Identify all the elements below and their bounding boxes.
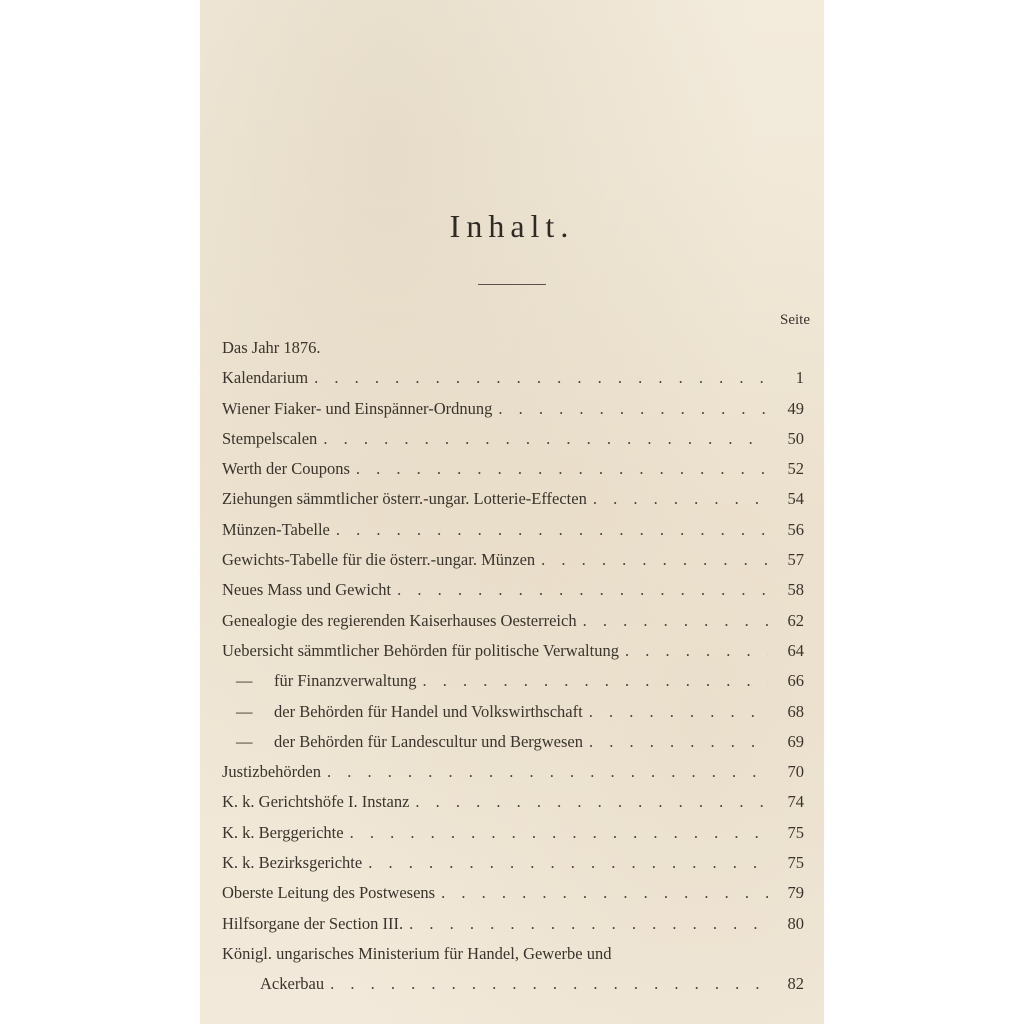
toc-entry-label: K. k. Bezirksgerichte bbox=[222, 853, 363, 873]
toc-entry-page: 74 bbox=[787, 792, 804, 812]
leader-dots bbox=[593, 489, 768, 509]
ditto-dash: — bbox=[236, 671, 253, 691]
toc-entry bbox=[222, 368, 804, 398]
leader-dots bbox=[498, 399, 768, 419]
leader-dots bbox=[441, 883, 768, 903]
toc-entry-page: 79 bbox=[787, 883, 804, 903]
toc-entry bbox=[222, 792, 804, 822]
toc-entry-page: 64 bbox=[787, 640, 804, 660]
toc-entry-label: K. k. Gerichtshöfe I. Instanz bbox=[222, 792, 410, 812]
title-rule bbox=[478, 284, 546, 285]
toc-entry bbox=[222, 762, 804, 792]
page-column-header: Seite bbox=[780, 312, 810, 328]
toc-entry-label: Ziehungen sämmtlicher österr.-ungar. Lotterie-Effecten bbox=[222, 489, 587, 509]
toc-entry-label: Kalendarium bbox=[222, 368, 309, 388]
toc-entry bbox=[222, 823, 804, 853]
toc-entry-page: 82 bbox=[787, 974, 804, 994]
toc-entry-page: 57 bbox=[787, 550, 804, 570]
toc-entry-page: 49 bbox=[787, 398, 804, 418]
leader-dots bbox=[368, 853, 768, 873]
toc-entry-page: 58 bbox=[787, 580, 804, 600]
toc-entry-label: Münzen-Tabelle bbox=[222, 519, 330, 539]
leader-dots bbox=[415, 792, 768, 812]
page-title: Inhalt. bbox=[449, 208, 575, 244]
toc-entry bbox=[222, 489, 804, 519]
toc-entry bbox=[222, 429, 804, 459]
toc-entry-page: 70 bbox=[787, 762, 804, 782]
toc-entry bbox=[222, 883, 804, 913]
toc-entry-label: — der Behörden für Landescultur und Bergwesen bbox=[236, 731, 583, 751]
toc-entry-label: Justizbehörden bbox=[222, 762, 321, 782]
toc-entry bbox=[222, 853, 804, 883]
toc-entry-label: Gewichts-Tabelle für die österr.-ungar. Münzen bbox=[222, 550, 536, 570]
toc-entry-page: 50 bbox=[787, 428, 804, 448]
toc-entry bbox=[222, 520, 804, 550]
table-of-contents bbox=[222, 338, 804, 1005]
leader-dots bbox=[350, 823, 768, 843]
toc-entry-page: 75 bbox=[787, 822, 804, 842]
leader-dots bbox=[409, 914, 768, 934]
toc-entry bbox=[222, 459, 804, 489]
toc-entry-page: 62 bbox=[787, 610, 804, 630]
toc-entry-label: Neues Mass und Gewicht bbox=[222, 580, 392, 600]
toc-entry-label: — der Behörden für Handel und Volkswirthschaft bbox=[236, 701, 583, 721]
leader-dots bbox=[323, 429, 768, 449]
toc-entry bbox=[222, 550, 804, 580]
toc-entry-page: 56 bbox=[787, 519, 804, 539]
toc-entry-label: Hilfsorgane der Section III. bbox=[222, 913, 404, 933]
toc-entry bbox=[222, 611, 804, 641]
toc-entry bbox=[222, 671, 804, 701]
leader-dots bbox=[356, 459, 768, 479]
leader-dots bbox=[330, 974, 768, 994]
toc-entry bbox=[222, 580, 804, 610]
toc-entry-page: 80 bbox=[787, 913, 804, 933]
toc-entry-label: Königl. ungarisches Ministerium für Handel, Gewerbe und bbox=[222, 943, 612, 963]
toc-entry-label: Uebersicht sämmtlicher Behörden für politische Verwaltung bbox=[222, 640, 619, 660]
leader-dots bbox=[589, 702, 768, 722]
toc-entry-page: 68 bbox=[787, 701, 804, 721]
toc-entry-label: Werth der Coupons bbox=[222, 459, 350, 479]
toc-entry bbox=[222, 732, 804, 762]
section-heading: Das Jahr 1876. bbox=[222, 338, 321, 357]
toc-entry-page: 1 bbox=[795, 368, 804, 388]
ditto-dash: — bbox=[236, 701, 253, 721]
toc-entry-label: Stempelscalen bbox=[222, 428, 318, 448]
toc-entry-page: 75 bbox=[787, 853, 804, 873]
toc-entry-label: Wiener Fiaker- und Einspänner-Ordnung bbox=[222, 398, 493, 418]
leader-dots bbox=[625, 641, 768, 661]
toc-entry-label: Oberste Leitung des Postwesens bbox=[222, 883, 436, 903]
leader-dots bbox=[589, 732, 768, 752]
section-heading-row bbox=[222, 338, 804, 368]
toc-entry bbox=[222, 641, 804, 671]
toc-entry-page: 52 bbox=[787, 459, 804, 479]
toc-entry-label: Ackerbau bbox=[260, 974, 325, 994]
toc-entry-label: Genealogie des regierenden Kaiserhauses Oesterreich bbox=[222, 610, 577, 630]
toc-entry-page: 54 bbox=[787, 489, 804, 509]
toc-entry bbox=[222, 914, 804, 944]
leader-dots bbox=[336, 520, 768, 540]
toc-entry bbox=[222, 702, 804, 732]
leader-dots bbox=[397, 580, 768, 600]
leader-dots bbox=[541, 550, 768, 570]
leader-dots bbox=[583, 611, 768, 631]
toc-entry-label: — für Finanzverwaltung bbox=[236, 671, 417, 691]
toc-entry-page: 69 bbox=[787, 731, 804, 751]
ditto-dash: — bbox=[236, 731, 253, 751]
toc-entry-page: 66 bbox=[787, 671, 804, 691]
leader-dots bbox=[314, 368, 768, 388]
leader-dots bbox=[327, 762, 768, 782]
leader-dots bbox=[423, 671, 769, 691]
toc-entry bbox=[222, 944, 804, 974]
toc-entry-label: K. k. Berggerichte bbox=[222, 822, 344, 842]
toc-entry bbox=[222, 399, 804, 429]
toc-entry bbox=[222, 974, 804, 1004]
book-page bbox=[200, 0, 824, 1024]
